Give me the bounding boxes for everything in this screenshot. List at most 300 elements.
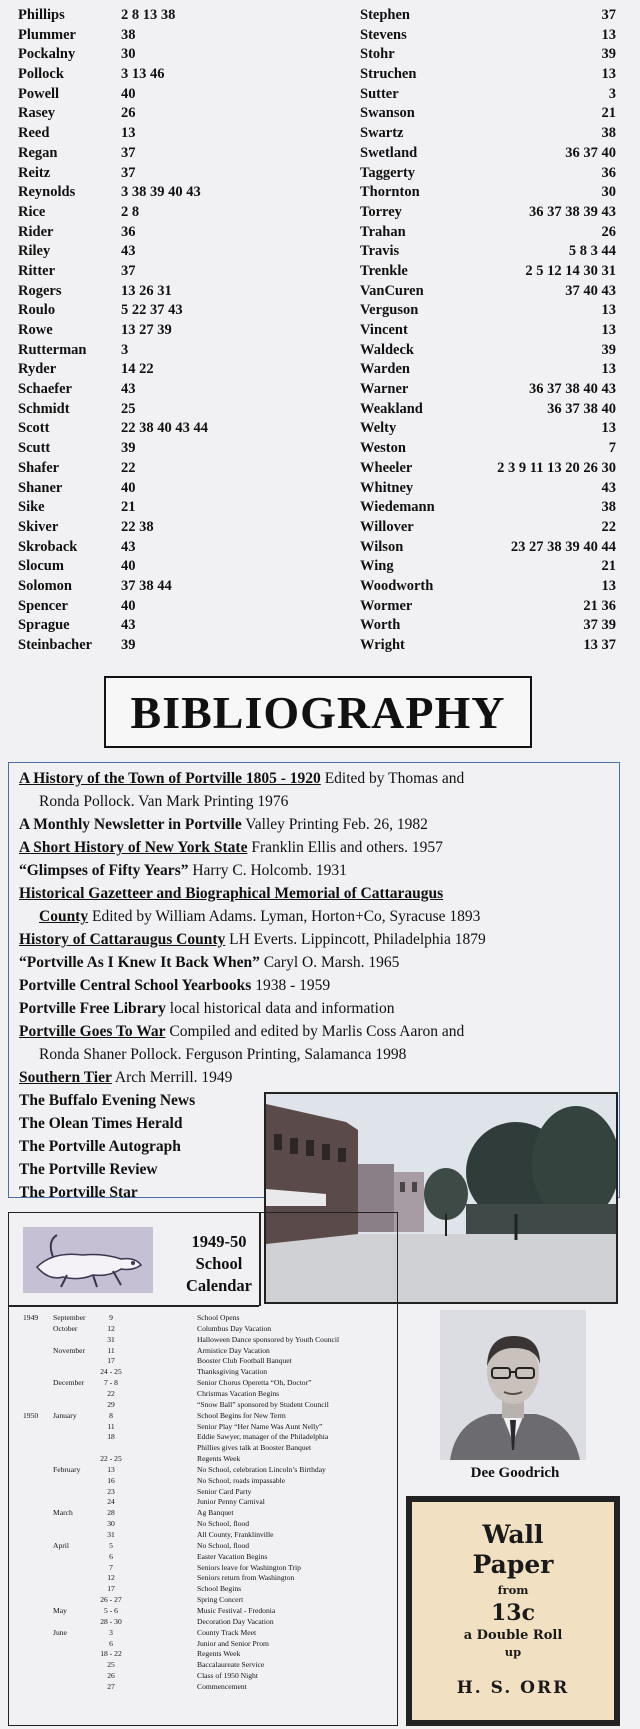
school-calendar — [8, 1212, 398, 1726]
index-pages: 5 8 3 44 — [568, 243, 616, 260]
index-pages: 40 — [121, 85, 136, 102]
index-pages: 38 — [601, 125, 616, 142]
index-name: Worth — [360, 617, 401, 634]
index-entry — [360, 400, 616, 420]
index-name: Trahan — [360, 223, 406, 240]
calendar-row — [9, 1682, 397, 1692]
index-pages: 3 13 46 — [121, 66, 165, 83]
index-entry — [18, 439, 318, 459]
index-entry — [18, 557, 318, 577]
calendar-day: 11 — [107, 1345, 115, 1355]
calendar-year: 1949 — [23, 1313, 39, 1322]
index-entry — [360, 518, 616, 538]
calendar-event: All County, Franklinville — [197, 1530, 274, 1539]
index-entry — [18, 636, 318, 656]
calendar-event: Christmas Vacation Begins — [197, 1388, 280, 1398]
index-entry — [360, 459, 616, 479]
calendar-event: Junior Penny Carnival — [197, 1497, 265, 1507]
calendar-row — [9, 1530, 397, 1540]
calendar-day: 7 — [109, 1562, 113, 1572]
calendar-day: 28 — [107, 1508, 115, 1518]
calendar-month: November — [53, 1345, 86, 1355]
calendar-row — [9, 1497, 397, 1507]
index-name: Swartz — [360, 125, 404, 142]
index-name: Slocum — [18, 558, 64, 575]
index-pages: 22 — [121, 459, 136, 476]
index-name: Wormer — [360, 597, 413, 614]
divider — [259, 1213, 261, 1306]
index-name: Welty — [360, 420, 397, 437]
index-entry — [18, 203, 318, 223]
panther-logo — [23, 1227, 153, 1293]
index-name: Steinbacher — [18, 637, 93, 653]
index-entry — [18, 459, 318, 479]
index-entry — [360, 636, 616, 656]
calendar-event: No School, flood — [197, 1519, 250, 1529]
calendar-row — [9, 1649, 397, 1659]
index-entry — [18, 104, 318, 124]
index-pages: 13 26 31 — [121, 282, 172, 299]
portrait-caption: Dee Goodrich — [470, 1465, 560, 1481]
calendar-row — [9, 1563, 397, 1573]
index-name: Weakland — [360, 400, 423, 417]
calendar-row — [9, 1606, 397, 1616]
index-name: Stevens — [360, 26, 407, 43]
index-entry — [18, 45, 318, 65]
calendar-event: Halloween Dance sponsored by Youth Council — [197, 1334, 340, 1344]
calendar-day: 26 — [107, 1671, 115, 1681]
index-pages: 43 — [601, 479, 616, 496]
calendar-day: 29 — [107, 1399, 115, 1409]
calendar-row — [9, 1465, 397, 1475]
index-name: Wilson — [360, 538, 404, 555]
index-name: Weston — [360, 440, 406, 457]
index-pages: 5 22 37 43 — [121, 302, 183, 319]
calendar-month: May — [53, 1605, 67, 1615]
index-pages: 21 — [121, 499, 136, 516]
calendar-day: 9 — [109, 1313, 113, 1322]
index-name: Wing — [360, 558, 394, 575]
calendar-event: Senior Play “Her Name Was Aunt Nelly” — [197, 1421, 323, 1431]
index-pages: 3 38 39 40 43 — [121, 184, 201, 201]
index-entry — [18, 538, 318, 558]
index-name: Schaefer — [18, 381, 72, 398]
index-entry — [18, 282, 318, 302]
calendar-day: 6 — [109, 1551, 113, 1561]
index-pages: 40 — [121, 558, 136, 575]
calendar-row — [9, 1411, 397, 1421]
calendar-month: January — [53, 1410, 77, 1420]
index-name: Verguson — [360, 302, 419, 319]
index-entry — [18, 616, 318, 636]
calendar-row — [9, 1584, 397, 1594]
name-index — [0, 0, 640, 660]
index-pages: 21 — [601, 105, 616, 122]
calendar-row — [9, 1454, 397, 1464]
index-entry — [360, 282, 616, 302]
index-name: Rider — [18, 223, 54, 240]
calendar-event: Commencement — [197, 1681, 247, 1691]
index-entry — [360, 65, 616, 85]
index-pages: 36 37 38 39 43 — [529, 203, 616, 220]
index-entry — [360, 164, 616, 184]
index-pages: 39 — [121, 637, 136, 653]
index-pages: 7 — [608, 440, 616, 457]
index-entry — [360, 104, 616, 124]
index-entry — [360, 144, 616, 164]
index-name: Reynolds — [18, 184, 76, 201]
index-pages: 22 — [601, 518, 616, 535]
index-entry — [18, 124, 318, 144]
index-entry — [360, 242, 616, 262]
calendar-day: 8 — [109, 1410, 113, 1420]
index-pages: 39 — [121, 440, 136, 457]
bibliography-title: BIBLIOGRAPHY — [104, 676, 532, 748]
index-pages: 13 27 39 — [121, 322, 172, 338]
calendar-day: 12 — [107, 1573, 115, 1583]
calendar-day: 11 — [107, 1421, 115, 1431]
calendar-day: 24 — [107, 1497, 115, 1507]
bib-entry: Historical Gazetteer and Biographical Memorial of Cattaraugus County Edited by William Adams. Lyman, Horton+Co, Syracuse 1893 — [19, 885, 481, 925]
index-pages: 26 — [121, 105, 136, 122]
calendar-day: 6 — [109, 1638, 113, 1648]
calendar-event: Baccalaureate Service — [197, 1660, 265, 1670]
index-pages: 2 3 9 11 13 20 26 30 — [497, 459, 616, 476]
index-entry — [18, 498, 318, 518]
index-entry — [18, 577, 318, 597]
calendar-day: 13 — [107, 1464, 115, 1474]
index-entry — [360, 577, 616, 597]
calendar-day: 18 — [107, 1432, 115, 1442]
calendar-row — [9, 1628, 397, 1638]
index-entry — [360, 321, 616, 341]
index-entry — [360, 341, 616, 361]
index-entry — [360, 26, 616, 46]
index-pages: 13 37 — [583, 637, 616, 653]
index-pages: 43 — [121, 381, 136, 398]
calendar-row — [9, 1346, 397, 1356]
calendar-event: School Opens — [197, 1313, 240, 1322]
index-name: Regan — [18, 144, 58, 161]
index-entry — [360, 124, 616, 144]
calendar-event: Seniors return from Washington — [197, 1573, 295, 1583]
index-name: Stohr — [360, 46, 395, 63]
index-entry — [18, 183, 318, 203]
calendar-event: Seniors leave for Washington Trip — [197, 1562, 301, 1572]
calendar-day: 28 - 30 — [100, 1616, 122, 1626]
index-entry — [360, 223, 616, 243]
calendar-row — [9, 1617, 397, 1627]
index-pages: 30 — [601, 184, 616, 201]
index-name: Pollock — [18, 66, 64, 83]
index-pages: 37 — [121, 164, 136, 181]
calendar-event: Senior Card Party — [197, 1486, 252, 1496]
calendar-row — [9, 1595, 397, 1605]
calendar-event: “Snow Ball” sponsored by Student Council — [197, 1399, 329, 1409]
calendar-event: Regents Week — [197, 1649, 241, 1659]
index-pages: 25 — [121, 400, 136, 417]
index-name: Rogers — [18, 282, 62, 299]
calendar-row — [9, 1519, 397, 1529]
index-pages: 21 — [601, 558, 616, 575]
bib-entry: Southern Tier Arch Merrill. 1949 — [19, 1069, 233, 1086]
index-entry — [360, 262, 616, 282]
index-pages: 36 — [121, 223, 136, 240]
calendar-day: 16 — [107, 1475, 115, 1485]
index-entry — [18, 518, 318, 538]
calendar-event: No School, roads impassable — [197, 1475, 286, 1485]
calendar-month: February — [53, 1464, 81, 1474]
calendar-row — [9, 1487, 397, 1497]
index-name: Wiedemann — [360, 499, 435, 516]
index-pages: 40 — [121, 479, 136, 496]
calendar-day: 17 — [107, 1356, 115, 1366]
index-pages: 38 — [121, 26, 136, 43]
index-entry — [18, 85, 318, 105]
calendar-event: School Begins — [197, 1584, 242, 1594]
index-pages: 39 — [601, 341, 616, 358]
index-name: Wheeler — [360, 459, 413, 476]
calendar-day: 3 — [109, 1627, 113, 1637]
index-pages: 21 36 — [583, 597, 616, 614]
index-pages: 37 38 44 — [121, 577, 172, 594]
calendar-month: March — [53, 1508, 73, 1518]
index-name: Shaner — [18, 479, 63, 496]
calendar-day: 5 — [109, 1540, 113, 1550]
index-name: Riley — [18, 243, 51, 260]
index-name: Phillips — [18, 7, 65, 23]
index-entry — [18, 262, 318, 282]
index-pages: 37 39 — [583, 617, 616, 634]
calendar-event: No School, flood — [197, 1540, 250, 1550]
index-pages: 40 — [121, 597, 136, 614]
index-entry — [360, 45, 616, 65]
bib-entry: History of Cattaraugus County LH Everts. Lippincott, Philadelphia 1879 — [19, 931, 486, 948]
index-name: Solomon — [18, 577, 72, 594]
calendar-event: Class of 1950 Night — [197, 1671, 258, 1681]
calendar-day: 30 — [107, 1519, 115, 1529]
index-name: Spencer — [18, 597, 68, 614]
index-name: Ryder — [18, 361, 57, 378]
calendar-event: Decoration Day Vacation — [197, 1616, 274, 1626]
calendar-event: Ag Banquet — [197, 1508, 234, 1518]
index-name: Swetland — [360, 144, 418, 161]
calendar-row — [9, 1389, 397, 1399]
calendar-day: 24 - 25 — [100, 1367, 122, 1377]
index-pages: 30 — [121, 46, 136, 63]
calendar-row — [9, 1552, 397, 1562]
index-pages: 37 — [601, 7, 616, 23]
index-pages: 13 — [601, 577, 616, 594]
index-entry — [360, 380, 616, 400]
calendar-day: 18 - 22 — [100, 1649, 122, 1659]
index-pages: 13 — [601, 361, 616, 378]
index-name: Willover — [360, 518, 414, 535]
calendar-month: June — [53, 1627, 67, 1637]
calendar-day: 12 — [107, 1323, 115, 1333]
index-name: Sike — [18, 499, 45, 516]
index-pages: 3 — [608, 85, 616, 102]
index-name: Warner — [360, 381, 409, 398]
index-entry — [18, 419, 318, 439]
index-pages: 23 27 38 39 40 44 — [510, 538, 616, 555]
bib-entry: A Short History of New York State Franklin Ellis and others. 1957 — [19, 839, 443, 856]
calendar-row — [9, 1443, 397, 1453]
calendar-day: 27 — [107, 1681, 115, 1691]
calendar-row — [9, 1324, 397, 1334]
index-name: Reed — [18, 125, 50, 142]
index-name: VanCuren — [360, 282, 424, 299]
calendar-month: April — [53, 1540, 70, 1550]
calendar-day: 5 - 6 — [104, 1605, 118, 1615]
index-pages: 39 — [601, 46, 616, 63]
index-name: Woodworth — [360, 577, 434, 594]
calendar-row — [9, 1671, 397, 1681]
index-pages: 36 37 38 40 — [547, 400, 616, 417]
index-pages: 13 — [121, 125, 136, 142]
index-entry — [18, 321, 318, 341]
index-entry — [18, 400, 318, 420]
calendar-month: December — [53, 1378, 85, 1388]
index-name: Scutt — [18, 440, 51, 457]
portrait-photo — [440, 1310, 586, 1460]
index-entry — [18, 479, 318, 499]
bib-entry: A History of the Town of Portville 1805 - 1920 Edited by Thomas and Ronda Pollock. Van Mark Printing 1976 — [19, 770, 465, 810]
index-pages: 13 — [601, 66, 616, 83]
index-name: Skiver — [18, 518, 59, 535]
calendar-month: September — [53, 1313, 86, 1322]
index-entry — [360, 439, 616, 459]
index-entry — [18, 164, 318, 184]
calendar-event: No School, celebration Lincoln’s Birthday — [197, 1464, 326, 1474]
index-entry — [360, 538, 616, 558]
index-pages: 13 — [601, 420, 616, 437]
index-name: Taggerty — [360, 164, 416, 181]
index-name: Rutterman — [18, 341, 87, 358]
calendar-month: October — [53, 1323, 78, 1333]
calendar-event: Columbus Day Vacation — [197, 1323, 272, 1333]
index-pages: 2 8 — [121, 203, 140, 220]
index-entry — [360, 557, 616, 577]
index-column-left — [18, 6, 318, 656]
index-name: Wright — [360, 637, 405, 653]
index-entry — [18, 223, 318, 243]
index-pages: 36 37 40 — [565, 144, 616, 161]
calendar-day: 22 - 25 — [100, 1454, 122, 1464]
calendar-day: 17 — [107, 1584, 115, 1594]
calendar-event: County Track Meet — [197, 1627, 257, 1637]
calendar-event: Armistice Day Vacation — [197, 1345, 270, 1355]
calendar-event: Phillies gives talk at Booster Banquet — [197, 1443, 312, 1453]
index-pages: 37 — [121, 262, 136, 279]
index-name: Rasey — [18, 105, 56, 122]
index-entry — [18, 6, 318, 26]
index-pages: 13 — [601, 26, 616, 43]
calendar-row — [9, 1541, 397, 1551]
calendar-row — [9, 1422, 397, 1432]
index-pages: 22 38 — [121, 518, 154, 535]
index-pages: 13 — [601, 302, 616, 319]
newspaper-item: The Portville Star — [19, 1184, 138, 1201]
index-entry — [18, 380, 318, 400]
index-name: Stephen — [360, 7, 410, 23]
index-name: Swanson — [360, 105, 415, 122]
index-entry — [360, 616, 616, 636]
calendar-row — [9, 1313, 397, 1323]
calendar-row — [9, 1508, 397, 1518]
index-entry — [360, 6, 616, 26]
newspaper-item: The Portville Review — [19, 1161, 158, 1178]
index-entry — [360, 479, 616, 499]
index-name: Vincent — [360, 322, 408, 338]
index-pages: 13 — [601, 322, 616, 338]
index-pages: 26 — [601, 223, 616, 240]
index-name: Thornton — [360, 184, 420, 201]
bib-entry: A Monthly Newsletter in Portville Valley Printing Feb. 26, 1982 — [19, 816, 428, 833]
calendar-day: 26 - 27 — [100, 1595, 122, 1605]
calendar-row — [9, 1639, 397, 1649]
index-entry — [18, 65, 318, 85]
calendar-row — [9, 1335, 397, 1345]
index-pages: 14 22 — [121, 361, 154, 378]
index-name: Sutter — [360, 85, 399, 102]
index-column-right — [360, 6, 616, 656]
calendar-row — [9, 1378, 397, 1388]
calendar-event: Thanksgiving Vacation — [197, 1367, 268, 1377]
index-entry — [360, 360, 616, 380]
index-name: Pockalny — [18, 46, 76, 63]
index-entry — [360, 597, 616, 617]
calendar-row — [9, 1367, 397, 1377]
index-entry — [360, 203, 616, 223]
calendar-row — [9, 1432, 397, 1442]
index-pages: 2 8 13 38 — [121, 7, 176, 23]
index-name: Warden — [360, 361, 410, 378]
index-entry — [360, 183, 616, 203]
calendar-day: 7 - 8 — [104, 1378, 118, 1388]
newspaper-item: The Portville Autograph — [19, 1138, 181, 1155]
bib-entry: “Portville As I Knew It Back When” Caryl O. Marsh. 1965 — [19, 954, 400, 971]
bib-entry: “Glimpses of Fifty Years” Harry C. Holcomb. 1931 — [19, 862, 347, 879]
index-name: Travis — [360, 243, 400, 260]
calendar-row — [9, 1660, 397, 1670]
index-entry — [360, 301, 616, 321]
index-entry — [18, 144, 318, 164]
index-pages: 37 — [121, 144, 136, 161]
index-name: Sprague — [18, 617, 70, 634]
newspaper-item: The Olean Times Herald — [19, 1115, 183, 1132]
calendar-day: 23 — [107, 1486, 115, 1496]
index-pages: 22 38 40 43 44 — [121, 420, 208, 437]
index-pages: 36 37 38 40 43 — [529, 381, 616, 398]
index-pages: 43 — [121, 243, 136, 260]
calendar-event: Eddie Sawyer, manager of the Philadelphia — [197, 1432, 329, 1442]
calendar-year: 1950 — [23, 1410, 39, 1420]
index-name: Waldeck — [360, 341, 414, 358]
newspaper-item: The Buffalo Evening News — [19, 1092, 196, 1109]
bib-entry: Portville Goes To War Compiled and edited by Marlis Coss Aaron and Ronda Shaner Pollock. Ferguson Printing, Salamanca 1998 — [19, 1023, 465, 1063]
index-pages: 36 — [601, 164, 616, 181]
calendar-event: Regents Week — [197, 1454, 241, 1464]
index-name: Schmidt — [18, 400, 70, 417]
index-name: Skroback — [18, 538, 78, 555]
calendar-event: Music Festival - Fredonia — [197, 1605, 276, 1615]
index-entry — [360, 85, 616, 105]
index-pages: 38 — [601, 499, 616, 516]
index-entry — [18, 242, 318, 262]
calendar-row — [9, 1400, 397, 1410]
calendar-day: 31 — [107, 1334, 115, 1344]
